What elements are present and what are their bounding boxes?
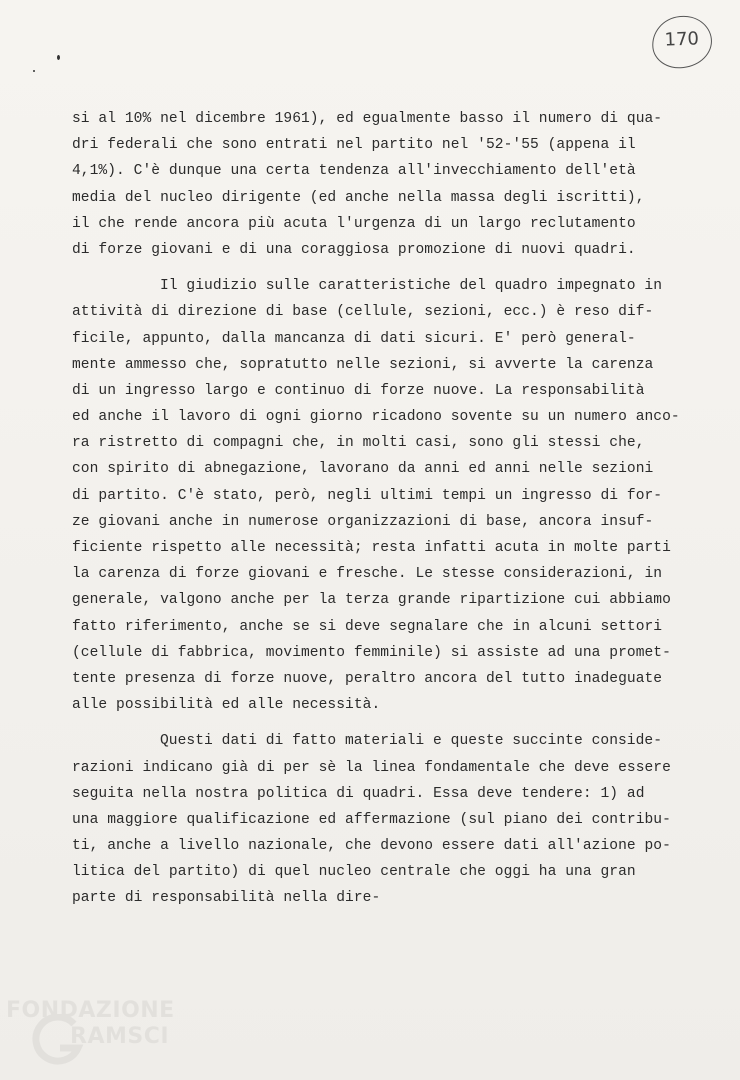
text-line: una maggiore qualificazione ed affermazione (sul piano dei contribu- [72, 811, 671, 828]
paragraph-2 [72, 273, 692, 718]
text-line: razioni indicano già di per sè la linea fondamentale che deve essere [72, 759, 671, 776]
text-line: di partito. C'è stato, però, negli ultimi tempi un ingresso di for- [72, 487, 663, 504]
text-line: il che rende ancora più acuta l'urgenza di un largo reclutamento [72, 215, 636, 232]
text-line: con spirito di abnegazione, lavorano da anni ed anni nelle sezioni [72, 461, 654, 478]
text-line: seguita nella nostra politica di quadri. Essa deve tendere: 1) ad [72, 785, 645, 802]
text-line: Questi dati di fatto materiali e queste succinte conside- [160, 733, 663, 750]
text-line: ed anche il lavoro di ogni giorno ricadono sovente su un numero anco- [72, 409, 680, 426]
ink-speck [57, 55, 60, 60]
text-line: la carenza di forze giovani e fresche. Le stesse considerazioni, in [72, 566, 663, 583]
text-line: di forze giovani e di una coraggiosa promozione di nuovi quadri. [72, 241, 636, 258]
text-line: parte di responsabilità nella dire- [72, 890, 381, 907]
text-line: attività di direzione di base (cellule, sezioni, ecc.) è reso dif- [72, 304, 654, 321]
paragraph-3 [72, 728, 692, 911]
text-line: generale, valgono anche per la terza grande ripartizione cui abbiamo [72, 592, 671, 609]
text-line: ficiente rispetto alle necessità; resta infatti acuta in molte parti [72, 540, 671, 556]
text-line: si al 10% nel dicembre 1961), ed egualmente basso il numero di qua- [72, 111, 663, 127]
fondazione-gramsci-watermark [6, 990, 196, 1080]
text-line: ra ristretto di compagni che, in molti casi, sono gli stessi che, [72, 435, 645, 452]
text-line: litica del partito) di quel nucleo centrale che oggi ha una gran [72, 864, 636, 881]
text-line: Il giudizio sulle caratteristiche del quadro impegnato in [160, 278, 663, 295]
paragraph-gap [72, 718, 692, 728]
text-line: media del nucleo dirigente (ed anche nella massa degli iscritti), [72, 189, 645, 206]
page-number-circle [649, 13, 714, 71]
typed-text-body [72, 106, 692, 912]
text-line: tente presenza di forze nuove, peraltro ancora del tutto inadeguate [72, 670, 663, 687]
ink-speck [33, 70, 35, 72]
text-line: 4,1%). C'è dunque una certa tendenza all'invecchiamento dell'età [72, 163, 636, 180]
text-line: ti, anche a livello nazionale, che devono essere dati all'azione po- [72, 838, 671, 855]
text-line: alle possibilità ed alle necessità. [72, 697, 381, 714]
watermark-line-2: RAMSCI [70, 1024, 170, 1049]
text-line: mente ammesso che, sopratutto nelle sezioni, si avverte la carenza [72, 356, 654, 373]
text-line: (cellule di fabbrica, movimento femminile) si assiste ad una promet- [72, 644, 671, 661]
text-line: ze giovani anche in numerose organizzazioni di base, ancora insuf- [72, 513, 654, 530]
page-number: 170 [664, 28, 700, 51]
paragraph-gap [72, 263, 692, 273]
paragraph-1 [72, 106, 692, 263]
text-line: di un ingresso largo e continuo di forze nuove. La responsabilità [72, 382, 645, 399]
text-line: fatto riferimento, anche se si deve segnalare che in alcuni settori [72, 618, 663, 635]
watermark-line-1: FONDAZIONE [6, 998, 175, 1023]
text-line: ficile, appunto, dalla mancanza di dati sicuri. E' però general- [72, 330, 636, 347]
text-line: dri federali che sono entrati nel partito nel '52-'55 (appena il [72, 137, 636, 154]
